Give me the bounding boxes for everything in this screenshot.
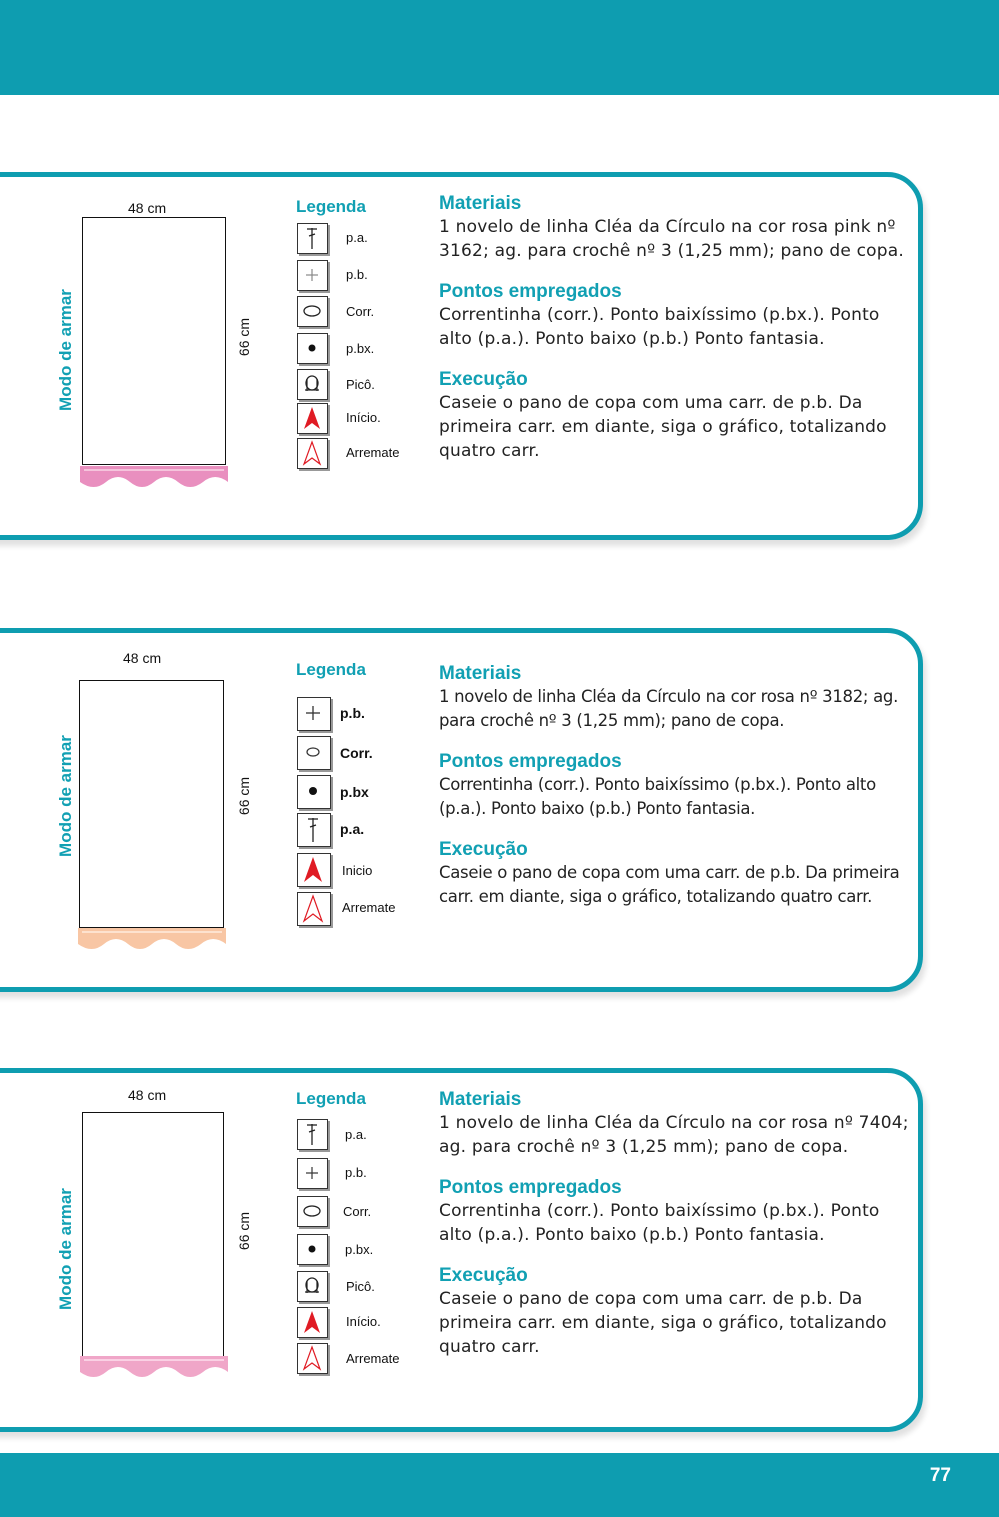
picot-icon	[297, 1271, 328, 1302]
legend-label-pb: p.b.	[340, 705, 365, 721]
towel-diagram	[82, 217, 226, 465]
treble-stitch-icon	[297, 223, 328, 254]
red-arrow-start-icon	[297, 853, 331, 887]
width-label: 48 cm	[128, 200, 167, 216]
page-number: 77	[929, 1465, 951, 1486]
bottom-banner	[0, 1453, 999, 1517]
legend-label-pa: p.a.	[345, 1127, 367, 1142]
pattern-section-2	[0, 628, 999, 994]
pontos-heading: Pontos empregados	[439, 751, 622, 772]
legend-label-corr: Corr.	[340, 745, 373, 761]
legend-label-inicio: Início.	[346, 410, 381, 425]
legend-label-inicio: Inicio	[342, 863, 373, 878]
materiais-text: 1 novelo de linha Cléa da Círculo na cor rosa pink nº 3162; ag. para crochê nº 3 (1,25 mm); pano de copa.	[439, 217, 904, 261]
width-label: 48 cm	[123, 650, 162, 666]
width-label: 48 cm	[128, 1087, 167, 1103]
height-label: 66 cm	[236, 776, 253, 816]
legend-label-corr: Corr.	[346, 304, 375, 319]
scallop-edging	[78, 462, 230, 492]
legend-label-pa: p.a.	[340, 821, 365, 837]
top-banner	[0, 0, 999, 95]
oval-chain-icon	[297, 1196, 328, 1227]
legend-label-pico: Picô.	[346, 1279, 375, 1294]
picot-icon	[297, 369, 328, 400]
height-label: 66 cm	[236, 1211, 253, 1251]
materiais-heading: Materiais	[439, 663, 522, 684]
oval-chain-icon	[297, 736, 331, 770]
instructions	[439, 663, 911, 927]
execucao-heading: Execução	[439, 839, 528, 860]
execucao-text: Caseie o pano de copa com uma carr. de p.b. Da primeira carr. em diante, siga o gráfico, totalizando quatro carr.	[439, 863, 900, 906]
outline-arrow-end-icon	[297, 1343, 328, 1374]
treble-stitch-icon	[297, 1119, 328, 1150]
legend-title: Legenda	[296, 660, 366, 679]
legend-label-arremate: Arremate	[346, 1351, 400, 1366]
materiais-text: 1 novelo de linha Cléa da Círculo na cor rosa nº 7404; ag. para crochê nº 3 (1,25 mm); pano de copa.	[439, 1113, 909, 1157]
legend-label-pa: p.a.	[346, 230, 368, 245]
scallop-edging	[78, 1352, 230, 1382]
legend-label-arremate: Arremate	[342, 900, 396, 915]
treble-stitch-icon	[297, 813, 331, 847]
legend-label-pb: p.b.	[346, 267, 368, 282]
scallop-edging	[76, 924, 228, 954]
pontos-heading: Pontos empregados	[439, 1177, 622, 1198]
execucao-heading: Execução	[439, 369, 528, 390]
towel-diagram	[82, 1112, 224, 1358]
materiais-heading: Materiais	[439, 193, 522, 214]
execucao-text: Caseie o pano de copa com uma carr. de p.b. Da primeira carr. em diante, siga o gráfico, totalizando quatro carr.	[439, 1289, 887, 1357]
legend-label-pico: Picô.	[346, 377, 375, 392]
pontos-text: Correntinha (corr.). Ponto baixíssimo (p.bx.). Ponto alto (p.a.). Ponto baixo (p.b.) Ponto fantasia.	[439, 775, 876, 818]
red-arrow-start-icon	[297, 403, 328, 434]
instructions	[439, 1089, 911, 1377]
outline-arrow-end-icon	[297, 892, 331, 926]
execucao-heading: Execução	[439, 1265, 528, 1286]
legend-label-pbx: p.bx	[340, 784, 369, 800]
legend-label-pb: p.b.	[345, 1165, 367, 1180]
materiais-heading: Materiais	[439, 1089, 522, 1110]
assembly-label: Modo de armar	[56, 289, 75, 411]
height-label: 66 cm	[236, 317, 253, 357]
legend-label-inicio: Início.	[346, 1314, 381, 1329]
oval-chain-icon	[297, 296, 328, 327]
legend-label-pbx: p.bx.	[346, 341, 375, 356]
legend-label-arremate: Arremate	[346, 445, 400, 460]
pontos-text: Correntinha (corr.). Ponto baixíssimo (p.bx.). Ponto alto (p.a.). Ponto baixo (p.b.) Ponto fantasia.	[439, 1201, 880, 1245]
towel-diagram	[79, 680, 224, 928]
assembly-label: Modo de armar	[56, 1188, 75, 1310]
pontos-text: Correntinha (corr.). Ponto baixíssimo (p.bx.). Ponto alto (p.a.). Ponto baixo (p.b.) Ponto fantasia.	[439, 305, 880, 349]
legend-title: Legenda	[296, 197, 366, 216]
pattern-section-1	[0, 172, 999, 542]
plus-icon	[297, 697, 331, 731]
assembly-label: Modo de armar	[56, 735, 75, 857]
pattern-section-3	[0, 1068, 999, 1434]
pontos-heading: Pontos empregados	[439, 281, 622, 302]
outline-arrow-end-icon	[297, 438, 328, 469]
plus-icon	[297, 1158, 328, 1189]
instructions	[439, 193, 911, 481]
legend-title: Legenda	[296, 1089, 366, 1108]
dot-icon	[297, 775, 331, 809]
legend-label-pbx: p.bx.	[345, 1242, 374, 1257]
materiais-text: 1 novelo de linha Cléa da Círculo na cor rosa nº 3182; ag. para crochê nº 3 (1,25 mm); pano de copa.	[439, 687, 899, 730]
dot-icon	[297, 333, 328, 364]
red-arrow-start-icon	[297, 1307, 328, 1338]
plus-icon	[297, 260, 328, 291]
dot-icon	[297, 1234, 328, 1265]
legend-label-corr: Corr.	[343, 1204, 372, 1219]
execucao-text: Caseie o pano de copa com uma carr. de p.b. Da primeira carr. em diante, siga o gráfico, totalizando quatro carr.	[439, 393, 887, 461]
